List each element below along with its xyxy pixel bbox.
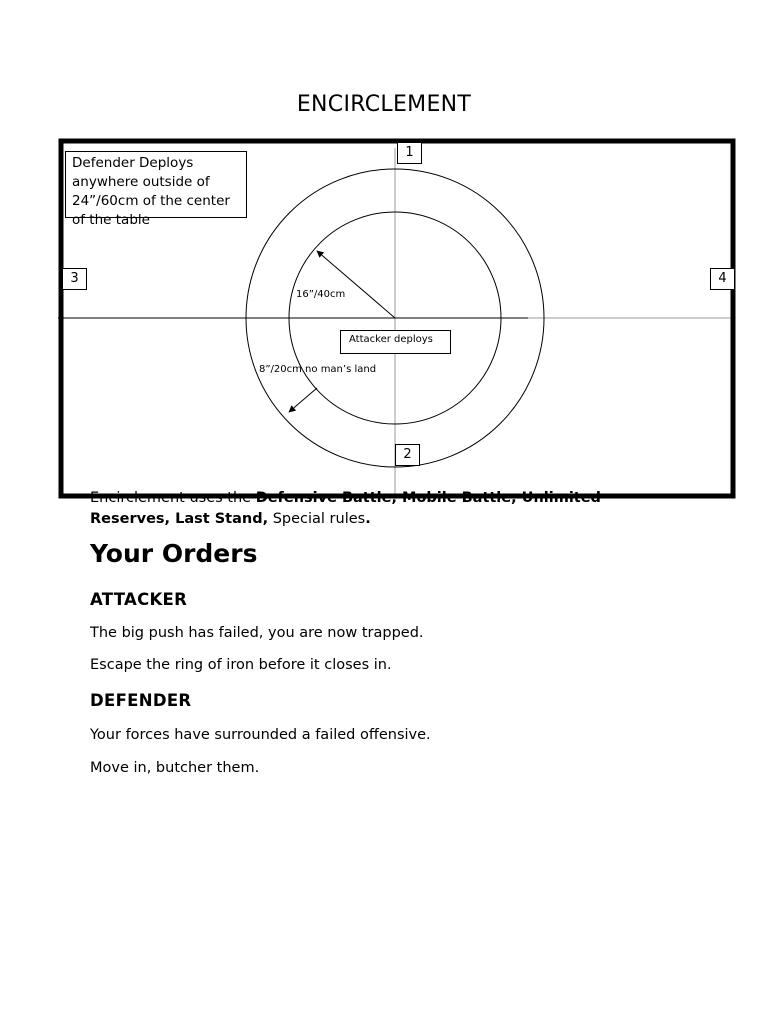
objective-marker-2: 2 xyxy=(395,444,420,466)
nomans-arrow xyxy=(289,388,317,412)
objective-marker-1: 1 xyxy=(397,142,422,164)
rules-bold-1: Defensive Battle, Mobile Battle, Unlimited xyxy=(255,490,601,506)
attacker-deploy-note: Attacker deploys xyxy=(340,330,451,354)
rules-line-2 xyxy=(90,511,371,527)
orders-heading: Your Orders xyxy=(90,539,258,568)
rules-prefix: Encirclement uses the xyxy=(90,490,256,506)
rules-bold-2: Reserves, Last Stand, xyxy=(90,511,269,527)
attacker-order-2: Escape the ring of iron before it closes in. xyxy=(90,657,392,673)
attacker-order-1: The big push has failed, you are now trapped. xyxy=(90,625,424,641)
defender-heading: DEFENDER xyxy=(90,691,192,710)
defender-deploy-note: Defender Deploys anywhere outside of 24”/60cm of the center of the table xyxy=(65,151,247,218)
attacker-heading: ATTACKER xyxy=(90,590,188,609)
page-title: ENCIRCLEMENT xyxy=(296,92,472,117)
radius-arrow xyxy=(317,251,395,318)
deployment-map xyxy=(58,138,736,500)
defender-order-1: Your forces have surrounded a failed offensive. xyxy=(90,727,431,743)
nomans-label: 8”/20cm no man’s land xyxy=(259,364,377,375)
objective-marker-3: 3 xyxy=(62,268,87,290)
radius-label: 16”/40cm xyxy=(296,289,346,300)
defender-order-2: Move in, butcher them. xyxy=(90,760,260,776)
objective-marker-4: 4 xyxy=(710,268,735,290)
rules-suffix: Special rules xyxy=(268,511,366,527)
rules-period: . xyxy=(365,511,371,527)
